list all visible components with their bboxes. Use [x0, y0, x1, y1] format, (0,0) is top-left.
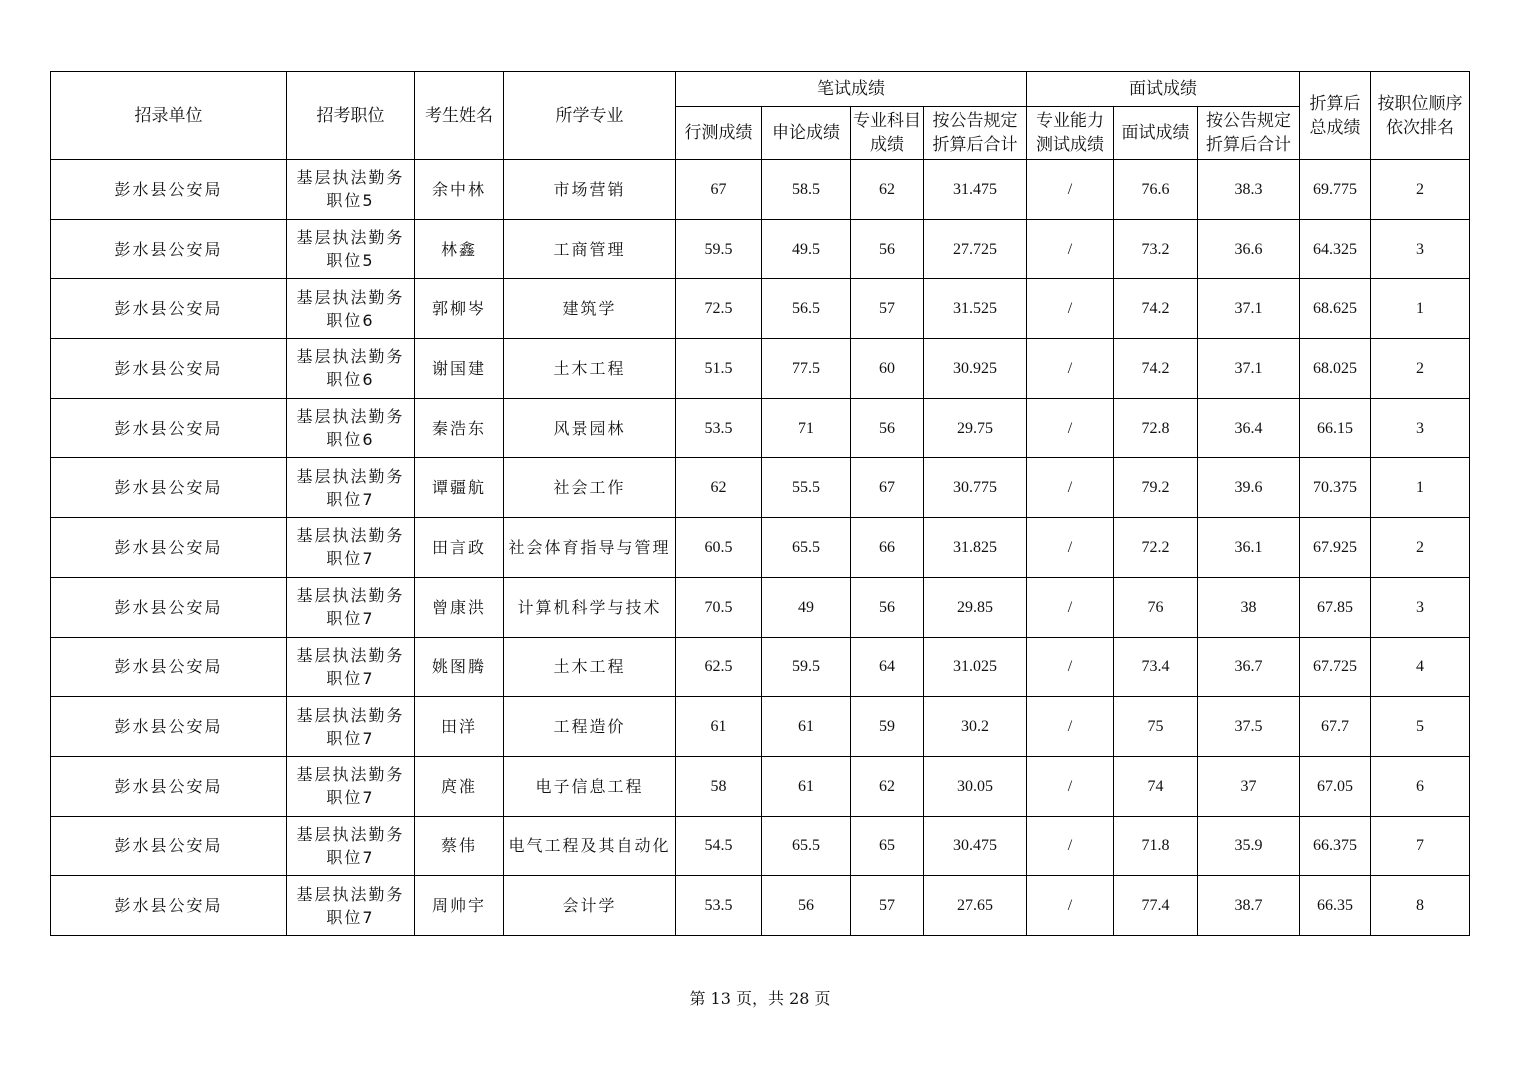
- cell-zhuanye: 57: [851, 876, 924, 936]
- cell-interview-total: 35.9: [1198, 816, 1300, 876]
- cell-major: 市场营销: [504, 160, 676, 220]
- cell-major: 电子信息工程: [504, 756, 676, 816]
- table-row: [51, 160, 1470, 220]
- table-row: [51, 697, 1470, 757]
- cell-interview-total: 36.7: [1198, 637, 1300, 697]
- cell-position: 基层执法勤务职位7: [287, 876, 415, 936]
- cell-interview-total: 37: [1198, 756, 1300, 816]
- cell-xingce: 62.5: [676, 637, 762, 697]
- cell-interview-total: 38: [1198, 577, 1300, 637]
- table-row: [51, 756, 1470, 816]
- cell-ability: /: [1027, 219, 1114, 279]
- cell-zhuanye: 67: [851, 458, 924, 518]
- cell-total: 67.725: [1300, 637, 1371, 697]
- cell-shenlun: 56: [762, 876, 851, 936]
- cell-shenlun: 61: [762, 756, 851, 816]
- cell-xingce: 72.5: [676, 279, 762, 339]
- cell-total: 66.375: [1300, 816, 1371, 876]
- cell-ability: /: [1027, 160, 1114, 220]
- cell-xingce: 53.5: [676, 876, 762, 936]
- cell-interview: 77.4: [1114, 876, 1198, 936]
- table-row: [51, 577, 1470, 637]
- cell-xingce: 70.5: [676, 577, 762, 637]
- table-row: [51, 458, 1470, 518]
- cell-position: 基层执法勤务职位7: [287, 697, 415, 757]
- cell-total: 67.925: [1300, 518, 1371, 578]
- cell-written-total: 30.925: [924, 339, 1027, 399]
- header-xingce: 行测成绩: [676, 107, 762, 160]
- cell-xingce: 59.5: [676, 219, 762, 279]
- cell-interview: 74.2: [1114, 339, 1198, 399]
- cell-interview-total: 37.1: [1198, 339, 1300, 399]
- cell-position: 基层执法勤务职位6: [287, 339, 415, 399]
- cell-shenlun: 65.5: [762, 816, 851, 876]
- cell-name: 曾康洪: [415, 577, 504, 637]
- cell-name: 田洋: [415, 697, 504, 757]
- table-row: [51, 816, 1470, 876]
- cell-interview: 74.2: [1114, 279, 1198, 339]
- cell-interview-total: 37.5: [1198, 697, 1300, 757]
- cell-total: 66.15: [1300, 398, 1371, 458]
- cell-name: 谭疆航: [415, 458, 504, 518]
- cell-major: 电气工程及其自动化: [504, 816, 676, 876]
- cell-major: 工程造价: [504, 697, 676, 757]
- cell-name: 蔡伟: [415, 816, 504, 876]
- cell-major: 计算机科学与技术: [504, 577, 676, 637]
- cell-interview: 79.2: [1114, 458, 1198, 518]
- cell-unit: 彭水县公安局: [51, 458, 287, 518]
- cell-name: 余中林: [415, 160, 504, 220]
- cell-name: 庹准: [415, 756, 504, 816]
- cell-major: 土木工程: [504, 339, 676, 399]
- cell-written-total: 31.475: [924, 160, 1027, 220]
- cell-zhuanye: 56: [851, 577, 924, 637]
- cell-unit: 彭水县公安局: [51, 637, 287, 697]
- cell-position: 基层执法勤务职位7: [287, 637, 415, 697]
- cell-written-total: 29.85: [924, 577, 1027, 637]
- cell-total: 67.7: [1300, 697, 1371, 757]
- cell-total: 69.775: [1300, 160, 1371, 220]
- cell-interview-total: 36.4: [1198, 398, 1300, 458]
- header-major: 所学专业: [504, 72, 676, 160]
- cell-major: 社会工作: [504, 458, 676, 518]
- cell-total: 67.85: [1300, 577, 1371, 637]
- cell-interview: 75: [1114, 697, 1198, 757]
- cell-interview-total: 36.6: [1198, 219, 1300, 279]
- cell-ability: /: [1027, 458, 1114, 518]
- cell-interview-total: 38.3: [1198, 160, 1300, 220]
- cell-ability: /: [1027, 398, 1114, 458]
- cell-unit: 彭水县公安局: [51, 876, 287, 936]
- cell-shenlun: 77.5: [762, 339, 851, 399]
- cell-position: 基层执法勤务职位7: [287, 577, 415, 637]
- cell-shenlun: 55.5: [762, 458, 851, 518]
- cell-shenlun: 61: [762, 697, 851, 757]
- cell-unit: 彭水县公安局: [51, 279, 287, 339]
- cell-unit: 彭水县公安局: [51, 577, 287, 637]
- cell-zhuanye: 57: [851, 279, 924, 339]
- cell-written-total: 31.825: [924, 518, 1027, 578]
- cell-rank: 4: [1371, 637, 1470, 697]
- cell-interview: 76: [1114, 577, 1198, 637]
- cell-zhuanye: 56: [851, 398, 924, 458]
- cell-name: 周帅宇: [415, 876, 504, 936]
- cell-ability: /: [1027, 577, 1114, 637]
- cell-zhuanye: 62: [851, 160, 924, 220]
- cell-interview: 72.2: [1114, 518, 1198, 578]
- cell-written-total: 27.65: [924, 876, 1027, 936]
- header-total: 折算后总成绩: [1300, 72, 1371, 160]
- cell-ability: /: [1027, 816, 1114, 876]
- cell-written-total: 27.725: [924, 219, 1027, 279]
- cell-ability: /: [1027, 518, 1114, 578]
- cell-rank: 1: [1371, 279, 1470, 339]
- header-name: 考生姓名: [415, 72, 504, 160]
- header-interview: 面试成绩: [1114, 107, 1198, 160]
- cell-ability: /: [1027, 339, 1114, 399]
- score-table: [50, 71, 1470, 936]
- cell-rank: 7: [1371, 816, 1470, 876]
- cell-position: 基层执法勤务职位7: [287, 756, 415, 816]
- cell-unit: 彭水县公安局: [51, 697, 287, 757]
- cell-shenlun: 49.5: [762, 219, 851, 279]
- table-row: [51, 339, 1470, 399]
- cell-name: 郭柳岑: [415, 279, 504, 339]
- cell-interview-total: 39.6: [1198, 458, 1300, 518]
- header-interview-total: 按公告规定折算后合计: [1198, 107, 1300, 160]
- cell-unit: 彭水县公安局: [51, 816, 287, 876]
- cell-interview: 73.4: [1114, 637, 1198, 697]
- cell-interview: 76.6: [1114, 160, 1198, 220]
- cell-unit: 彭水县公安局: [51, 518, 287, 578]
- cell-ability: /: [1027, 756, 1114, 816]
- cell-shenlun: 71: [762, 398, 851, 458]
- cell-ability: /: [1027, 637, 1114, 697]
- cell-major: 建筑学: [504, 279, 676, 339]
- cell-xingce: 53.5: [676, 398, 762, 458]
- cell-xingce: 62: [676, 458, 762, 518]
- cell-interview-total: 38.7: [1198, 876, 1300, 936]
- cell-xingce: 67: [676, 160, 762, 220]
- header-rank: 按职位顺序依次排名: [1371, 72, 1470, 160]
- cell-ability: /: [1027, 279, 1114, 339]
- cell-major: 会计学: [504, 876, 676, 936]
- header-position: 招考职位: [287, 72, 415, 160]
- cell-total: 68.025: [1300, 339, 1371, 399]
- cell-interview: 71.8: [1114, 816, 1198, 876]
- cell-rank: 2: [1371, 518, 1470, 578]
- table-row: [51, 219, 1470, 279]
- header-interview-group: 面试成绩: [1027, 72, 1300, 107]
- cell-xingce: 61: [676, 697, 762, 757]
- cell-rank: 3: [1371, 219, 1470, 279]
- cell-interview: 72.8: [1114, 398, 1198, 458]
- score-table-body: [51, 160, 1470, 936]
- cell-written-total: 30.475: [924, 816, 1027, 876]
- header-shenlun: 申论成绩: [762, 107, 851, 160]
- cell-position: 基层执法勤务职位6: [287, 398, 415, 458]
- cell-written-total: 30.775: [924, 458, 1027, 518]
- cell-xingce: 60.5: [676, 518, 762, 578]
- cell-zhuanye: 60: [851, 339, 924, 399]
- cell-xingce: 51.5: [676, 339, 762, 399]
- page-footer: 第 13 页，共 28 页: [689, 989, 831, 1008]
- cell-written-total: 30.05: [924, 756, 1027, 816]
- cell-unit: 彭水县公安局: [51, 219, 287, 279]
- cell-ability: /: [1027, 697, 1114, 757]
- cell-major: 风景园林: [504, 398, 676, 458]
- cell-written-total: 29.75: [924, 398, 1027, 458]
- cell-zhuanye: 65: [851, 816, 924, 876]
- cell-xingce: 58: [676, 756, 762, 816]
- cell-total: 66.35: [1300, 876, 1371, 936]
- table-row: [51, 398, 1470, 458]
- cell-name: 姚图腾: [415, 637, 504, 697]
- cell-interview-total: 37.1: [1198, 279, 1300, 339]
- cell-major: 工商管理: [504, 219, 676, 279]
- cell-major: 土木工程: [504, 637, 676, 697]
- cell-written-total: 31.025: [924, 637, 1027, 697]
- cell-rank: 3: [1371, 398, 1470, 458]
- cell-name: 谢国建: [415, 339, 504, 399]
- table-row: [51, 876, 1470, 936]
- cell-position: 基层执法勤务职位5: [287, 160, 415, 220]
- cell-shenlun: 49: [762, 577, 851, 637]
- cell-unit: 彭水县公安局: [51, 160, 287, 220]
- cell-interview: 73.2: [1114, 219, 1198, 279]
- cell-rank: 2: [1371, 339, 1470, 399]
- cell-position: 基层执法勤务职位7: [287, 518, 415, 578]
- cell-written-total: 31.525: [924, 279, 1027, 339]
- cell-unit: 彭水县公安局: [51, 398, 287, 458]
- cell-rank: 3: [1371, 577, 1470, 637]
- cell-major: 社会体育指导与管理: [504, 518, 676, 578]
- header-written-group: 笔试成绩: [676, 72, 1027, 107]
- cell-interview-total: 36.1: [1198, 518, 1300, 578]
- header-ability: 专业能力测试成绩: [1027, 107, 1114, 160]
- table-row: [51, 518, 1470, 578]
- cell-zhuanye: 66: [851, 518, 924, 578]
- cell-rank: 2: [1371, 160, 1470, 220]
- cell-name: 秦浩东: [415, 398, 504, 458]
- header-written-total: 按公告规定折算后合计: [924, 107, 1027, 160]
- cell-position: 基层执法勤务职位7: [287, 458, 415, 518]
- table-row: [51, 637, 1470, 697]
- cell-rank: 1: [1371, 458, 1470, 518]
- cell-shenlun: 59.5: [762, 637, 851, 697]
- cell-rank: 8: [1371, 876, 1470, 936]
- cell-zhuanye: 59: [851, 697, 924, 757]
- cell-total: 67.05: [1300, 756, 1371, 816]
- cell-shenlun: 58.5: [762, 160, 851, 220]
- cell-unit: 彭水县公安局: [51, 339, 287, 399]
- header-zhuanye: 专业科目成绩: [851, 107, 924, 160]
- cell-zhuanye: 56: [851, 219, 924, 279]
- cell-shenlun: 65.5: [762, 518, 851, 578]
- cell-ability: /: [1027, 876, 1114, 936]
- cell-rank: 5: [1371, 697, 1470, 757]
- cell-position: 基层执法勤务职位5: [287, 219, 415, 279]
- cell-name: 林鑫: [415, 219, 504, 279]
- cell-total: 64.325: [1300, 219, 1371, 279]
- cell-position: 基层执法勤务职位7: [287, 816, 415, 876]
- cell-unit: 彭水县公安局: [51, 756, 287, 816]
- cell-written-total: 30.2: [924, 697, 1027, 757]
- cell-total: 70.375: [1300, 458, 1371, 518]
- cell-rank: 6: [1371, 756, 1470, 816]
- table-row: [51, 279, 1470, 339]
- header-unit: 招录单位: [51, 72, 287, 160]
- cell-interview: 74: [1114, 756, 1198, 816]
- cell-zhuanye: 64: [851, 637, 924, 697]
- cell-zhuanye: 62: [851, 756, 924, 816]
- cell-xingce: 54.5: [676, 816, 762, 876]
- cell-position: 基层执法勤务职位6: [287, 279, 415, 339]
- cell-total: 68.625: [1300, 279, 1371, 339]
- cell-name: 田言政: [415, 518, 504, 578]
- cell-shenlun: 56.5: [762, 279, 851, 339]
